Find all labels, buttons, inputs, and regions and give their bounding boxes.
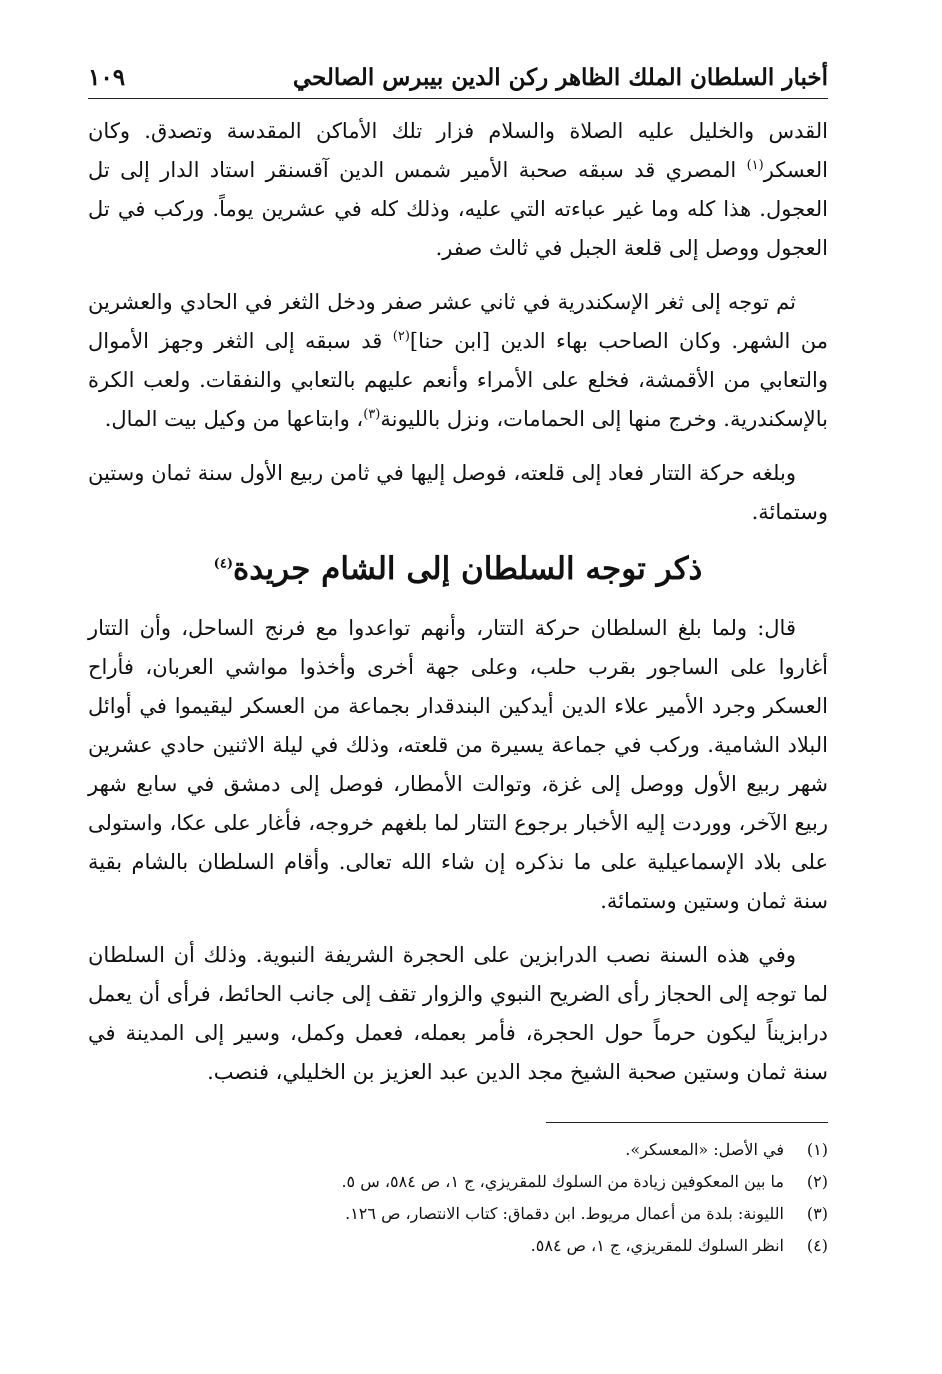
paragraph: وبلغه حركة التتار فعاد إلى قلعته، فوصل إليها في ثامن ربيع الأول سنة ثمان وستين وستمائة. [88, 461, 828, 524]
footnotes [208, 1134, 828, 1262]
footnote: (٢)ما بين المعكوفين زيادة من السلوك للمقريزي، ج ١، ص ٥٨٤، س ٥. [341, 1172, 828, 1191]
section-heading: ذكر توجه السلطان إلى الشام جريدة$^{(٤)}$ [213, 551, 703, 587]
paragraph: قال: ولما بلغ السلطان حركة التتار، وأنهم تواعدوا مع فرنج الساحل، وأن التتار أغاروا على الساجور بقرب حلب، وعلى جهة أخرى وأخذوا مواشي العربان، فأراح العسكر وجرد الأمير علاء الدين أيدكين البندقدار بجماعة من العسكر ليقيموا في أوائل البلاد الشامية. وركب في جماعة يسيرة من قلعته، وذلك في ليلة الاثنين حادي عشرين شهر ربيع الأول ووصل إلى غزة، وتوالت الأمطار، فوصل إلى دمشق في سابع شهر ربيع الآخر، ووردت إليه الأخبار برجوع التتار لما بلغهم خروجه، فأغار على عكا، واستولى على بلاد الإسماعيلية على ما نذكره إن شاء الله تعالى. وأقام السلطان بالشام بقية سنة ثمان وستين وستمائة. [88, 616, 828, 913]
footnote-ref: (٢) [392, 329, 410, 344]
page-number: ١٠٩ [88, 64, 126, 91]
page-header [88, 62, 828, 99]
footnote-ref: (٤) [213, 556, 233, 572]
footnote: (١)في الأصل: «المعسكر». [625, 1140, 828, 1159]
footnote-ref: (١) [746, 158, 764, 173]
footnote-separator [546, 1122, 828, 1123]
running-title: أخبار السلطان الملك الظاهر ركن الدين بيبرس الصالحي [292, 64, 828, 91]
footnote-ref: (٣) [363, 407, 381, 422]
footnote: (٤)انظر السلوك للمقريزي، ج ١، ص ٥٨٤. [530, 1236, 828, 1255]
footnote: (٣)الليونة: بلدة من أعمال مريوط. ابن دقماق: كتاب الانتصار، ص ١٢٦. [345, 1204, 828, 1223]
paragraph: ثم توجه إلى ثغر الإسكندرية في ثاني عشر صفر ودخل الثغر في الحادي والعشرين من الشهر. وكان الصاحب بهاء الدين [ابن حنا]$^{(٢)}$ قد سبقه إلى الثغر وجهز الأموال والتعابي من الأقمشة، فخلع على الأمراء وأنعم عليهم بالتعابي والنفقات. ولعب الكرة بالإسكندرية. وخرج منها إلى الحمامات، ونزل بالليونة$^{(٣)}$، وابتاعها من وكيل بيت المال. [88, 290, 828, 431]
paragraph: وفي هذه السنة نصب الدرابزين على الحجرة الشريفة النبوية. وذلك أن السلطان لما توجه إلى الحجاز رأى الضريح النبوي والزوار تقف إلى جانب الحائط، فرأى أن يعمل درابزيناً ليكون حرماً حول الحجرة، فأمر بعمله، فعمل وكمل، وسير إلى المدينة في سنة ثمان وستين صحبة الشيخ مجد الدين عبد العزيز بن الخليلي، فنصب. [88, 943, 828, 1084]
main-text [88, 112, 828, 1107]
paragraph: القدس والخليل عليه الصلاة والسلام فزار تلك الأماكن المقدسة وتصدق. وكان العسكر$^{(١)}$ المصري قد سبقه صحبة الأمير شمس الدين آقسنقر استاد الدار إلى تل العجول. هذا كله وما غير عباءته التي عليه، وذلك كله في عشرين يوماً. وركب في تل العجول ووصل إلى قلعة الجبل في ثالث صفر. [88, 119, 828, 260]
